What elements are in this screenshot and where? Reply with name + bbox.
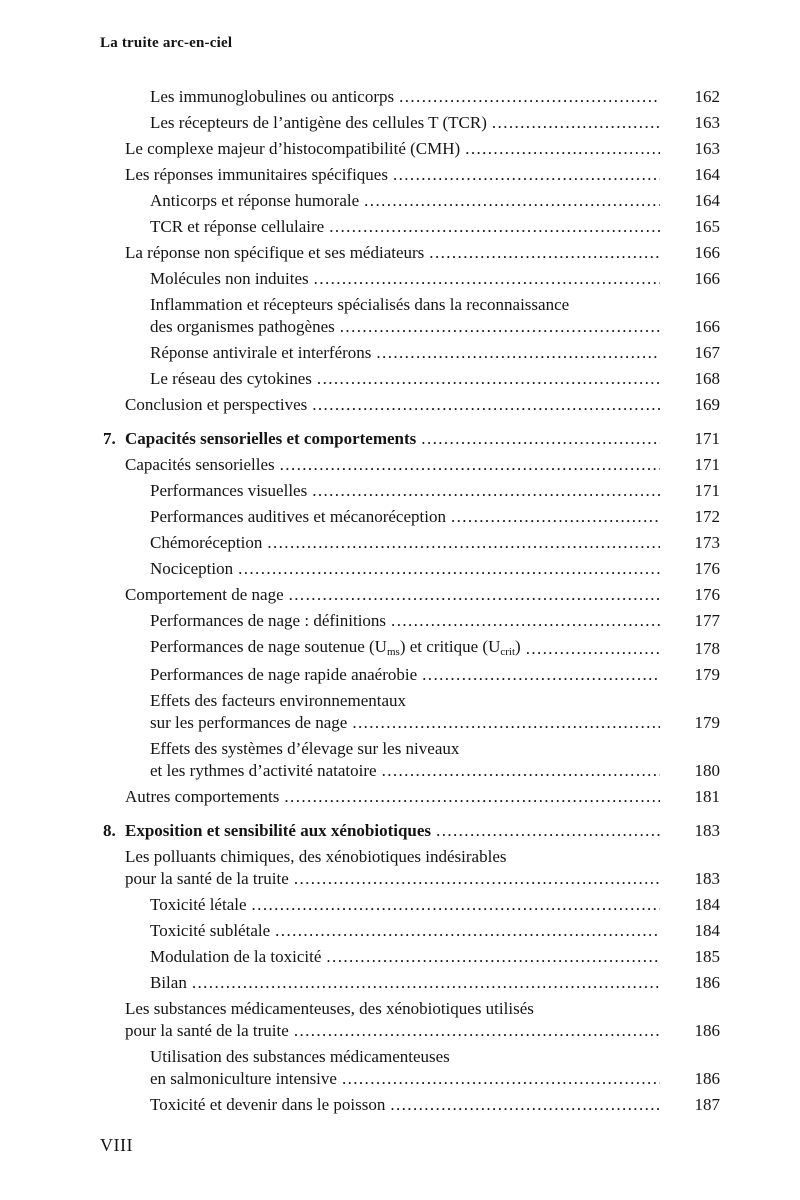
toc-entry-line <box>100 242 720 264</box>
toc-entry-title: Capacités sensorielles <box>125 455 275 474</box>
page-number: 180 <box>694 761 720 780</box>
page-number: 176 <box>694 559 720 578</box>
text-segment: ) et critique (U <box>399 637 501 656</box>
toc-entry-line <box>100 454 720 476</box>
toc-entry <box>100 998 720 1042</box>
toc-entry <box>100 846 720 890</box>
toc-entry-title: Anticorps et réponse humorale <box>150 191 360 210</box>
dot-leader <box>399 86 660 108</box>
toc-list <box>100 86 720 1116</box>
toc-entry-title: TCR et réponse cellulaire <box>150 217 325 236</box>
toc-entry-title: Exposition et sensibilité aux xénobiotiques <box>125 821 432 840</box>
toc-entry-line <box>100 480 720 502</box>
page-number: 163 <box>694 113 720 132</box>
toc-entry-title: Réponse antivirale et interférons <box>150 343 372 362</box>
toc-entry-line <box>100 428 720 450</box>
dot-leader <box>312 480 660 502</box>
page-number: 184 <box>694 895 720 914</box>
toc-entry-line <box>100 946 720 968</box>
toc-entry <box>100 294 720 338</box>
toc-entry-title: Les récepteurs de l’antigène des cellules T (TCR) <box>150 113 487 132</box>
toc-entry-title: et les rythmes d’activité natatoire <box>150 761 377 780</box>
toc-entry-line <box>100 972 720 994</box>
page-number: 164 <box>694 191 720 210</box>
toc-entry-title: Les polluants chimiques, des xénobiotiques indésirables <box>125 847 507 866</box>
page-number: 184 <box>694 921 720 940</box>
toc-entry <box>100 584 720 606</box>
dot-leader <box>364 190 660 212</box>
page-number: 166 <box>694 317 720 336</box>
toc-entry-title: Performances de nage : définitions <box>150 611 387 630</box>
toc-entry <box>100 190 720 212</box>
page-number: 176 <box>694 585 720 604</box>
toc-entry-line <box>100 164 720 186</box>
toc-entry <box>100 394 720 416</box>
toc-entry-title: Toxicité sublétale <box>150 921 271 940</box>
toc-entry-title: Molécules non induites <box>150 269 309 288</box>
dot-leader <box>436 820 660 842</box>
toc-entry-line <box>100 868 720 890</box>
toc-entry <box>100 480 720 502</box>
toc-entry-line <box>100 216 720 238</box>
toc-entry <box>100 342 720 364</box>
toc-entry-title: Nociception <box>150 559 234 578</box>
toc-entry-title: sur les performances de nage <box>150 713 348 732</box>
toc-entry <box>100 1094 720 1116</box>
toc-entry <box>100 242 720 264</box>
toc-entry-line <box>100 394 720 416</box>
toc-entry <box>100 610 720 632</box>
dot-leader <box>393 164 660 186</box>
dot-leader <box>294 1020 660 1042</box>
toc-entry-line <box>100 558 720 580</box>
page-number: 171 <box>694 455 720 474</box>
page-number: 181 <box>694 787 720 806</box>
toc-entry-title: Les substances médicamenteuses, des xénobiotiques utilisés <box>125 999 534 1018</box>
toc-entry <box>100 894 720 916</box>
toc-entry-title: Le complexe majeur d’histocompatibilité (CMH) <box>125 139 461 158</box>
toc-entry-title: Capacités sensorielles et comportements <box>125 429 417 448</box>
subscript-text: crit <box>500 646 516 658</box>
toc-entry-line <box>100 760 720 782</box>
page-number: 178 <box>694 639 720 658</box>
dot-leader <box>192 972 660 994</box>
toc-entry-title: Autres comportements <box>125 787 280 806</box>
toc-entry-title: La réponse non spécifique et ses médiateurs <box>125 243 425 262</box>
toc-entry-line <box>100 190 720 212</box>
toc-entry-line <box>100 1020 720 1042</box>
toc-entry <box>100 664 720 686</box>
text-segment: ) <box>515 637 521 656</box>
dot-leader <box>422 664 660 686</box>
text-segment: Performances de nage soutenue (U <box>150 637 387 656</box>
toc-entry <box>100 216 720 238</box>
dot-leader <box>391 610 660 632</box>
dot-leader <box>342 1068 660 1090</box>
toc-entry <box>100 1046 720 1090</box>
page-number: 166 <box>694 243 720 262</box>
page-number: 171 <box>694 481 720 500</box>
page-number: 186 <box>694 973 720 992</box>
toc-entry-line <box>100 738 720 760</box>
toc-entry-title: Les immunoglobulines ou anticorps <box>150 87 395 106</box>
page-number: 179 <box>694 665 720 684</box>
page-number: 166 <box>694 269 720 288</box>
toc-entry-line <box>100 506 720 528</box>
toc-entry-title: Bilan <box>150 973 187 992</box>
toc-entry-line <box>100 1046 720 1068</box>
toc-entry-title: Chémoréception <box>150 533 263 552</box>
toc-entry-line <box>100 268 720 290</box>
page-number: 165 <box>694 217 720 236</box>
toc-entry-line <box>100 342 720 364</box>
page-number: 172 <box>694 507 720 526</box>
toc-entry-line <box>100 1068 720 1090</box>
toc-entry-line <box>100 636 720 660</box>
page-number: 168 <box>694 369 720 388</box>
toc-entry-title: Les réponses immunitaires spécifiques <box>125 165 388 184</box>
dot-leader <box>312 394 660 416</box>
dot-leader <box>284 786 660 808</box>
toc-entry-title: Effets des systèmes d’élevage sur les niveaux <box>150 739 460 758</box>
toc-entry-line <box>100 86 720 108</box>
toc-entry-title <box>150 636 521 660</box>
toc-entry <box>100 138 720 160</box>
page-number: 163 <box>694 139 720 158</box>
toc-entry-title: Effets des facteurs environnementaux <box>150 691 407 710</box>
toc-entry <box>100 506 720 528</box>
toc-entry-line <box>100 316 720 338</box>
toc-entry <box>100 786 720 808</box>
toc-entry-line <box>100 690 720 712</box>
dot-leader <box>340 316 660 338</box>
toc-entry-title: Conclusion et perspectives <box>125 395 308 414</box>
toc-entry-line <box>100 368 720 390</box>
toc-entry <box>100 112 720 134</box>
dot-leader <box>376 342 660 364</box>
dot-leader <box>317 368 660 390</box>
toc-entry-title: Inflammation et récepteurs spécialisés dans la reconnaissance <box>150 295 570 314</box>
toc-entry-title: en salmoniculture intensive <box>150 1069 337 1088</box>
toc-entry-title: Utilisation des substances médicamenteuses <box>150 1047 450 1066</box>
page-number: 179 <box>694 713 720 732</box>
dot-leader <box>238 558 660 580</box>
toc-entry-title: Le réseau des cytokines <box>150 369 312 388</box>
dot-leader <box>492 112 660 134</box>
chapter-number: 8. <box>103 821 116 840</box>
dot-leader <box>252 894 660 916</box>
dot-leader <box>289 584 660 606</box>
toc-entry <box>100 820 720 842</box>
subscript-text: ms <box>386 646 400 658</box>
dot-leader <box>429 242 660 264</box>
page-number: 186 <box>694 1069 720 1088</box>
toc-entry-line <box>100 712 720 734</box>
toc-entry-title: Performances auditives et mécanoréception <box>150 507 446 526</box>
toc-entry-line <box>100 1094 720 1116</box>
toc-entry-line <box>100 112 720 134</box>
dot-leader <box>275 920 660 942</box>
page-number: 177 <box>694 611 720 630</box>
toc-entry-line <box>100 846 720 868</box>
toc-entry-line <box>100 584 720 606</box>
toc-entry-line <box>100 294 720 316</box>
toc-entry-line <box>100 532 720 554</box>
page-number: 185 <box>694 947 720 966</box>
page-number: 173 <box>694 533 720 552</box>
toc-entry-title: pour la santé de la truite <box>125 1021 289 1040</box>
dot-leader <box>267 532 660 554</box>
dot-leader <box>326 946 660 968</box>
toc-entry <box>100 946 720 968</box>
page-number: 171 <box>694 429 720 448</box>
toc-entry <box>100 920 720 942</box>
running-header: La truite arc-en-ciel <box>100 35 233 51</box>
dot-leader <box>390 1094 660 1116</box>
page-number: 186 <box>694 1021 720 1040</box>
toc-entry <box>100 558 720 580</box>
dot-leader <box>451 506 660 528</box>
toc-entry <box>100 454 720 476</box>
toc-entry-line <box>100 786 720 808</box>
chapter-number: 7. <box>103 429 116 448</box>
dot-leader <box>421 428 660 450</box>
toc-entry <box>100 164 720 186</box>
toc-entry <box>100 972 720 994</box>
dot-leader <box>280 454 660 476</box>
dot-leader <box>352 712 660 734</box>
page-number: 183 <box>694 869 720 888</box>
toc-entry-title: des organismes pathogènes <box>150 317 335 336</box>
toc-entry <box>100 738 720 782</box>
toc-entry-title: Toxicité et devenir dans le poisson <box>150 1095 386 1114</box>
toc-entry <box>100 428 720 450</box>
page-number-footer: VIII <box>100 1135 133 1155</box>
toc-entry-line <box>100 610 720 632</box>
toc-entry <box>100 532 720 554</box>
dot-leader <box>526 638 660 660</box>
toc-entry-line <box>100 138 720 160</box>
toc-entry <box>100 86 720 108</box>
toc-entry-line <box>100 820 720 842</box>
dot-leader <box>314 268 660 290</box>
dot-leader <box>382 760 660 782</box>
toc-entry-title: pour la santé de la truite <box>125 869 289 888</box>
toc-entry <box>100 636 720 660</box>
toc-entry-title: Comportement de nage <box>125 585 284 604</box>
page-number: 187 <box>694 1095 720 1114</box>
toc-entry <box>100 268 720 290</box>
toc-entry-line <box>100 998 720 1020</box>
dot-leader <box>294 868 660 890</box>
toc-entry <box>100 368 720 390</box>
dot-leader <box>329 216 660 238</box>
toc-entry-title: Performances visuelles <box>150 481 308 500</box>
dot-leader <box>465 138 660 160</box>
toc-entry-line <box>100 664 720 686</box>
page-number: 164 <box>694 165 720 184</box>
page-number: 169 <box>694 395 720 414</box>
toc-entry-line <box>100 920 720 942</box>
toc-entry-line <box>100 894 720 916</box>
page-number: 183 <box>694 821 720 840</box>
toc-entry-title: Performances de nage rapide anaérobie <box>150 665 418 684</box>
toc-entry-title: Toxicité létale <box>150 895 247 914</box>
page-number: 167 <box>694 343 720 362</box>
page-number: 162 <box>694 87 720 106</box>
toc-entry-title: Modulation de la toxicité <box>150 947 322 966</box>
toc-entry <box>100 690 720 734</box>
